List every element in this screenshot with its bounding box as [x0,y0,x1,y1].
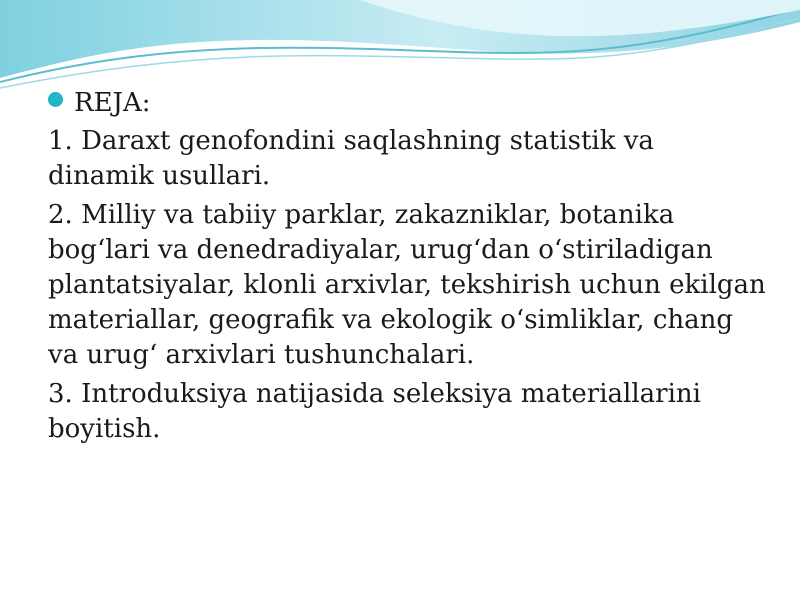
heading-row [48,84,768,122]
list-item: 3. Introduksiya natijasida seleksiya materiallarini boyitish. [48,379,701,444]
list-item: 1. Daraxt genofondini saqlashning statistik va dinamik usullari. [48,126,654,191]
list-item: 2. Milliy va tabiiy parklar, zakazniklar, botanika bog‘lari va denedradiyalar, urug‘dan o‘stiriladigan plantatsiyalar, klonli arxivlar, tekshirish uchun ekilgan materiallar, geografik va ekologik o‘simliklar, chang va urug‘ arxivlari tushunchalari. [48,200,766,370]
slide-content [48,84,768,451]
slide-heading: REJA: [74,87,151,118]
bullet-icon [48,92,63,107]
